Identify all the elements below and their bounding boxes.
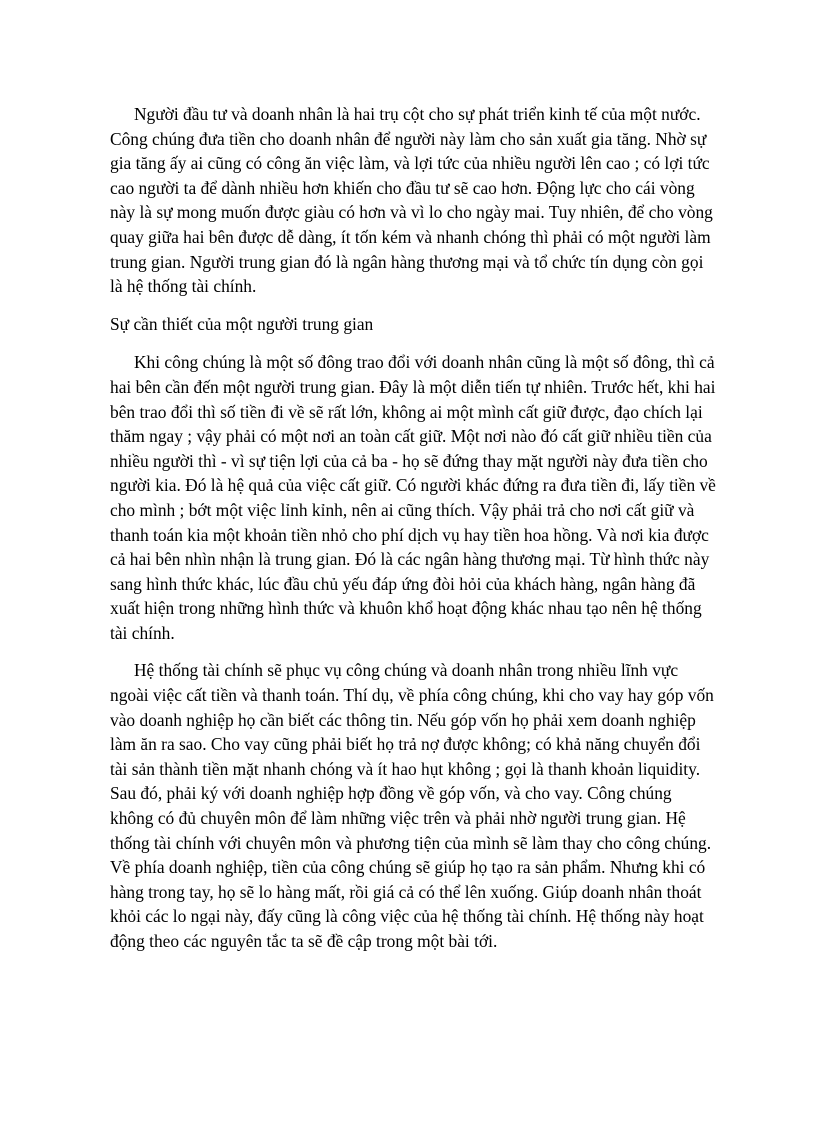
paragraph-financial-system: Hệ thống tài chính sẽ phục vụ công chúng và doanh nhân trong nhiều lĩnh vực ngoài việc cất tiền và thanh toán. Thí dụ, về phía công chúng, khi cho vay hay góp vốn vào doanh nghiệp họ cần biết các thông tin. Nếu góp vốn họ phải xem doanh nghiệp làm ăn ra sao. Cho vay cũng phải biết họ trả nợ được không; có khả năng chuyển đổi tài sản thành tiền mặt nhanh chóng và ít hao hụt không ; gọi là thanh khoản liquidity. Sau đó, phải ký với doanh nghiệp hợp đồng về góp vốn, và cho vay. Công chúng không có đủ chuyên môn để làm những việc trên và phải nhờ người trung gian. Hệ thống tài chính với chuyên môn và phương tiện của mình sẽ làm thay cho công chúng. Về phía doanh nghiệp, tiền của công chúng sẽ giúp họ tạo ra sản phẩm. Nhưng khi có hàng trong tay, họ sẽ lo hàng mất, rồi giá cả có thể lên xuống. Giúp doanh nhân thoát khỏi các lo ngại này, đấy cũng là công việc của hệ thống tài chính. Hệ thống này hoạt động theo các nguyên tắc ta sẽ đề cập trong một bài tới.: [110, 660, 714, 951]
paragraph-intro: Người đầu tư và doanh nhân là hai trụ cột cho sự phát triển kinh tế của một nước. Công chúng đưa tiền cho doanh nhân để người này làm cho sản xuất gia tăng. Nhờ sự gia tăng ấy ai cũng có công ăn việc làm, và lợi tức của nhiều người lên cao ; có lợi tức cao người ta để dành nhiều hơn khiến cho đầu tư sẽ cao hơn. Động lực cho cái vòng này là sự mong muốn được giàu có hơn và vì lo cho ngày mai. Tuy nhiên, để cho vòng quay giữa hai bên được dễ dàng, ít tốn kém và nhanh chóng thì phải có một người làm trung gian. Người trung gian đó là ngân hàng thương mại và tổ chức tín dụng còn gọi là hệ thống tài chính.: [110, 104, 713, 297]
document-page: [110, 102, 716, 967]
section-heading: Sự cần thiết của một người trung gian: [110, 313, 374, 334]
paragraph-intermediary: Khi công chúng là một số đông trao đổi với doanh nhân cũng là một số đông, thì cả hai bên cần đến một người trung gian. Đây là một diễn tiến tự nhiên. Trước hết, khi hai bên trao đổi thì số tiền đi về sẽ rất lớn, không ai một mình cất giữ được, đạo chích lại thăm ngay ; vậy phải có một nơi an toàn cất giữ. Một nơi nào đó cất giữ nhiều tiền của nhiều người thì - vì sự tiện lợi của cả ba - họ sẽ đứng thay mặt người này đưa tiền cho người kia. Đó là hệ quả của việc cất giữ. Có người khác đứng ra đưa tiền đi, lấy tiền về cho mình ; bớt một việc lỉnh kỉnh, nên ai cũng thích. Vậy phải trả cho nơi cất giữ và thanh toán kia một khoản tiền nhỏ cho phí dịch vụ hay tiền hoa hồng. Và nơi kia được cả hai bên nhìn nhận là trung gian. Đó là các ngân hàng thương mại. Từ hình thức này sang hình thức khác, lúc đầu chủ yếu đáp ứng đòi hỏi của khách hàng, ngân hàng đã xuất hiện trong những hình thức và khuôn khổ hoạt động khác nhau tạo nên hệ thống tài chính.: [110, 352, 716, 643]
